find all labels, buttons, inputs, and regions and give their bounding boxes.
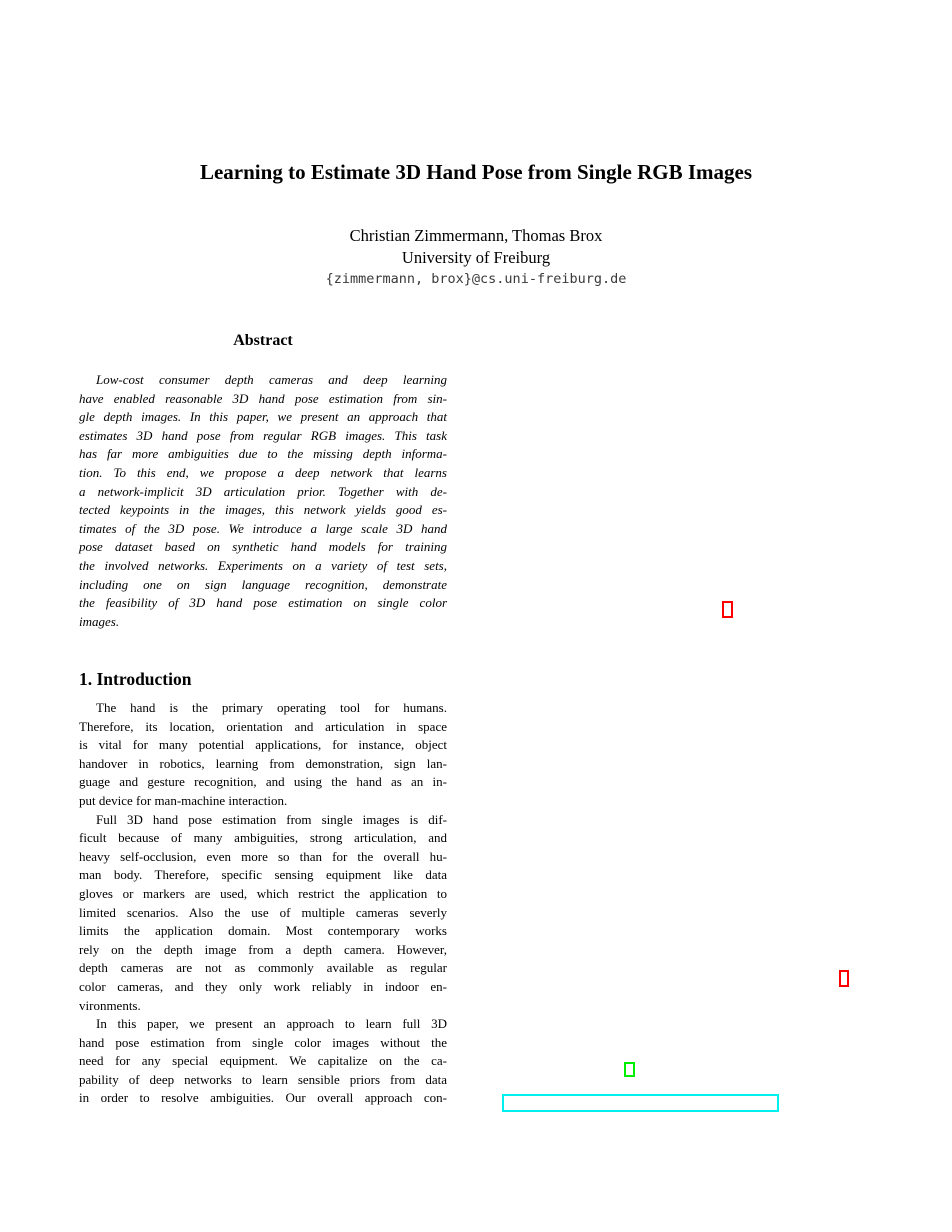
abstract-line: tion. To this end, we propose a deep network that learns [79,464,447,480]
introduction-line: limits the application domain. Most contemporary works [79,923,447,939]
abstract-line: estimates 3D hand pose from regular RGB images. This task [79,427,447,443]
abstract-line: including one on sign language recognition, demonstrate [79,576,447,592]
annotation-box-red-1[interactable] [722,601,733,618]
abstract-line: a network-implicit 3D articulation prior. Together with de- [79,483,447,499]
annotation-box-green[interactable] [624,1062,635,1077]
introduction-line: gloves or markers are used, which restrict the application to [79,885,447,901]
introduction-line: color cameras, and they only work reliably in indoor en- [79,978,447,994]
introduction-line: handover in robotics, learning from demonstration, sign lan- [79,755,447,771]
introduction-line: vironments. [79,997,141,1013]
introduction-line: guage and gesture recognition, and using the hand as an in- [79,774,447,790]
annotation-box-red-2[interactable] [839,970,849,987]
abstract-line: have enabled reasonable 3D hand pose estimation from sin- [79,390,447,406]
introduction-line: man body. Therefore, specific sensing equipment like data [79,867,447,883]
abstract-line: images. [79,613,120,629]
abstract-line: the involved networks. Experiments on a variety of test sets, [79,557,447,573]
introduction-line: hand pose estimation from single color images without the [79,1034,447,1050]
introduction-line: Full 3D hand pose estimation from single images is dif- [96,811,447,827]
introduction-line: ficult because of many ambiguities, strong articulation, and [79,830,447,846]
introduction-line: put device for man-machine interaction. [79,792,288,808]
introduction-line: depth cameras are not as commonly available as regular [79,960,447,976]
abstract-line: has far more ambiguities due to the missing depth informa- [79,446,447,462]
introduction-line: In this paper, we present an approach to learn full 3D [96,1016,447,1032]
introduction-line: need for any special equipment. We capitalize on the ca- [79,1053,447,1069]
abstract-line: Low-cost consumer depth cameras and deep learning [96,372,447,387]
introduction-line: heavy self-occlusion, even more so than for the overall hu- [79,848,447,864]
abstract-line: pose dataset based on synthetic hand models for training [79,539,447,555]
abstract-heading: Abstract [233,332,293,349]
abstract-line: timates of the 3D pose. We introduce a large scale 3D hand [79,520,447,536]
abstract-body [79,371,447,631]
introduction-line: is vital for many potential applications, for instance, object [79,737,447,753]
introduction-line: rely on the depth image from a depth camera. However, [79,941,447,957]
author-emails: {zimmermann, brox}@cs.uni-freiburg.de [325,271,627,287]
paper-title: Learning to Estimate 3D Hand Pose from Single RGB Images [199,160,753,184]
introduction-line: limited scenarios. Also the use of multiple cameras severly [79,904,447,920]
introduction-line: pability of deep networks to learn sensible priors from data [79,1071,447,1087]
abstract-line: tected keypoints in the images, this network yields good es- [79,502,447,518]
abstract-line: gle depth images. In this paper, we present an approach that [79,409,447,425]
introduction-heading: 1. Introduction [79,669,192,689]
introduction-line: Therefore, its location, orientation and articulation in space [79,718,447,734]
abstract-line: the feasibility of 3D hand pose estimation on single color [79,595,447,611]
authors: Christian Zimmermann, Thomas Brox [349,226,603,245]
introduction-body [79,699,447,1108]
introduction-line: The hand is the primary operating tool for humans. [96,700,447,715]
annotation-box-cyan[interactable] [502,1094,779,1112]
affiliation: University of Freiburg [401,248,551,267]
introduction-line: in order to resolve ambiguities. Our overall approach con- [79,1090,447,1106]
